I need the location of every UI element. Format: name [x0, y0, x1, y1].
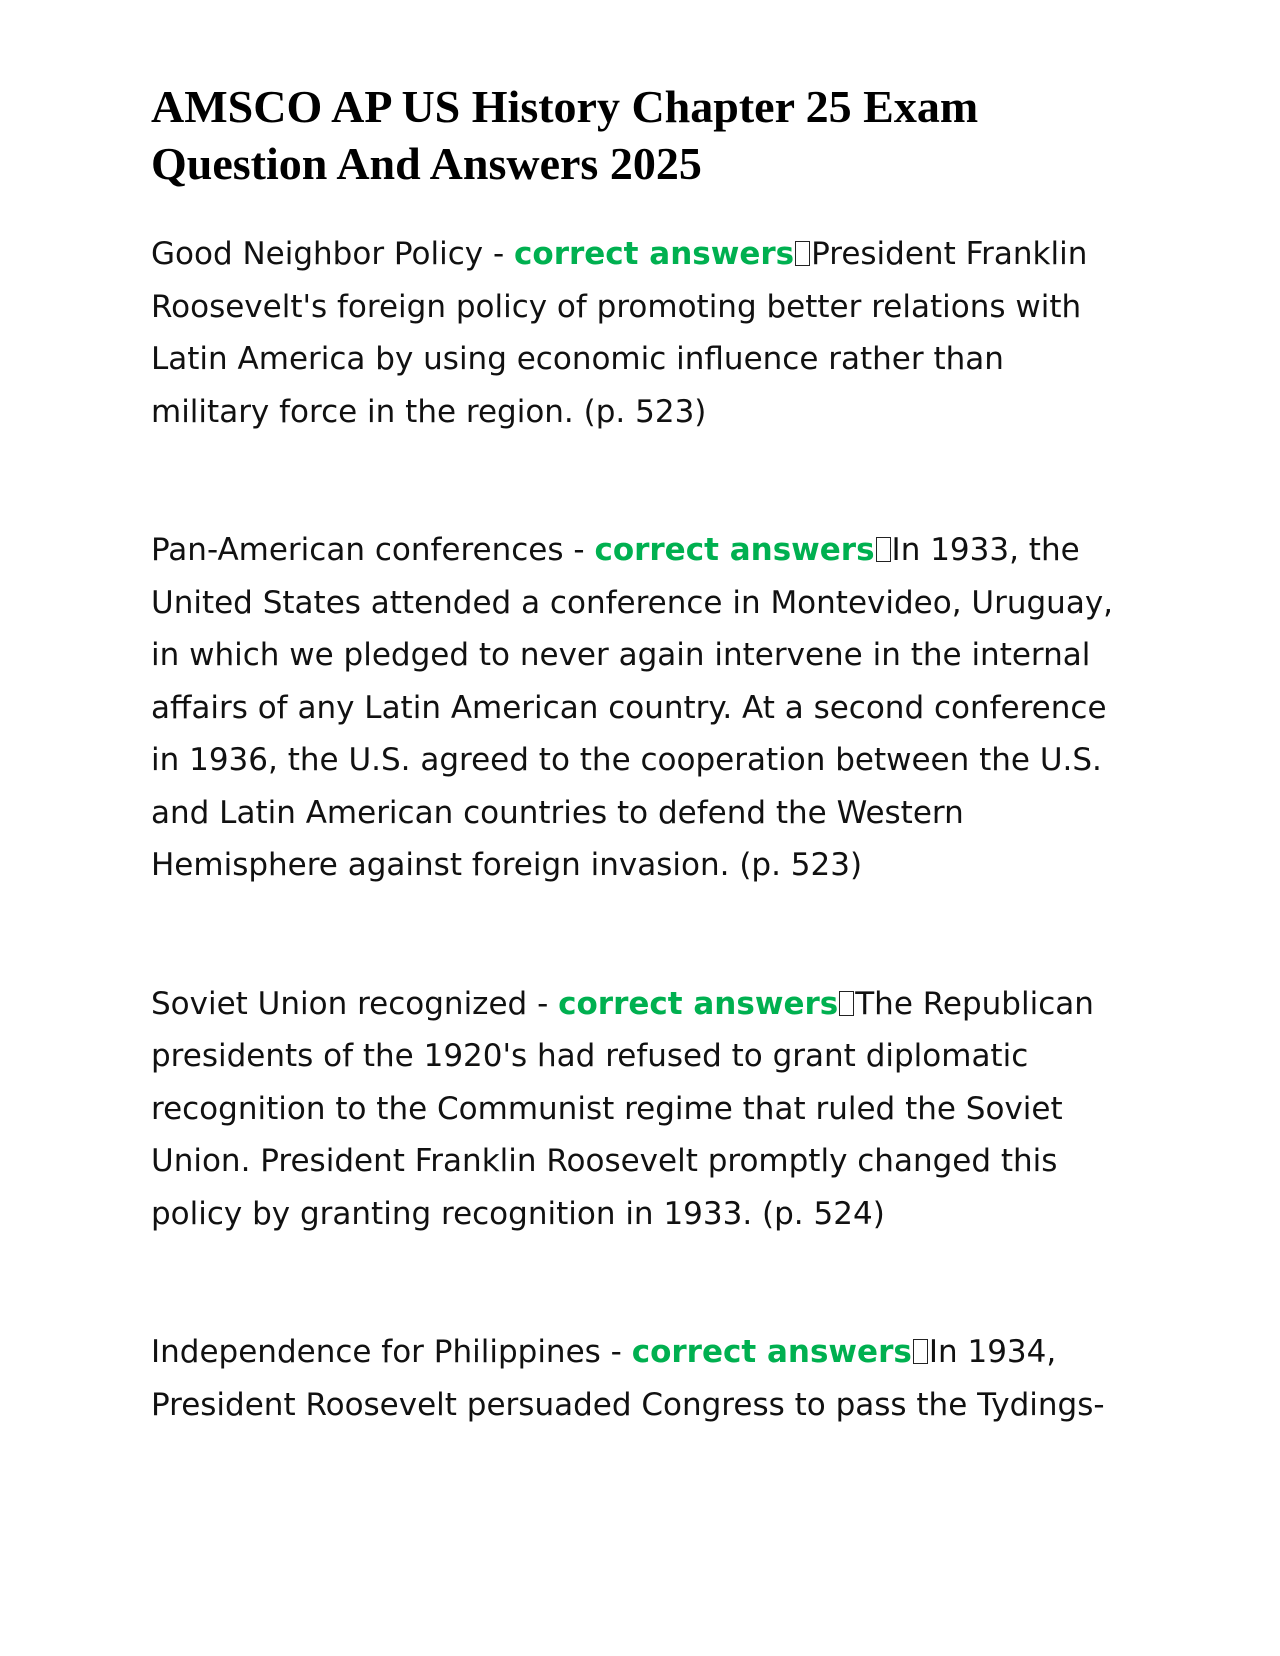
document-page	[151, 78, 1131, 1431]
entry-separator: -	[600, 1334, 632, 1370]
correct-answers-label: correct answers	[514, 236, 795, 272]
entry-answer: The Republican presidents of the 1920's had refused to grant diplomatic recognition to the Communist regime that ruled the Soviet Union. President Franklin Roosevelt promptly changed this policy by granting recognition in 1933. (p. 524)	[151, 985, 1094, 1232]
qa-entry	[151, 1326, 1131, 1431]
correct-answers-label: correct answers	[558, 985, 839, 1022]
missing-glyph-icon	[839, 991, 854, 1016]
qa-entry	[151, 524, 1131, 892]
document-title: AMSCO AP US History Chapter 25 Exam Question And Answers 2025	[151, 81, 979, 189]
qa-entry	[151, 228, 1131, 438]
missing-glyph-icon	[876, 537, 891, 562]
correct-answers-label: correct answers	[594, 532, 875, 568]
missing-glyph-icon	[795, 241, 810, 266]
entry-separator: -	[563, 532, 595, 568]
entry-answer: In 1933, the United States attended a conference in Montevideo, Uruguay, in which we pledged to never again intervene in the internal affairs of any Latin American country. At a second conference in 1936, the U.S. agreed to the cooperation between the U.S. and Latin American countries to defend the Western Hemisphere against foreign invasion. (p. 523)	[151, 532, 1114, 883]
entry-term: Soviet Union recognized	[151, 985, 528, 1022]
qa-entry	[151, 978, 1131, 1241]
entry-term: Good Neighbor Policy	[151, 236, 484, 272]
entry-answer: In 1934, President Roosevelt persuaded Congress to pass the Tydings-	[151, 1334, 1105, 1423]
entry-term: Pan-American conferences	[151, 532, 564, 568]
entry-separator: -	[527, 985, 559, 1022]
entry-term: Independence for Philippines	[151, 1334, 601, 1370]
entry-answer: President Franklin Roosevelt's foreign policy of promoting better relations with Latin America by using economic influence rather than military force in the region. (p. 523)	[151, 236, 1088, 430]
entry-separator: -	[483, 236, 515, 272]
missing-glyph-icon	[913, 1339, 928, 1364]
correct-answers-label: correct answers	[631, 1334, 912, 1370]
